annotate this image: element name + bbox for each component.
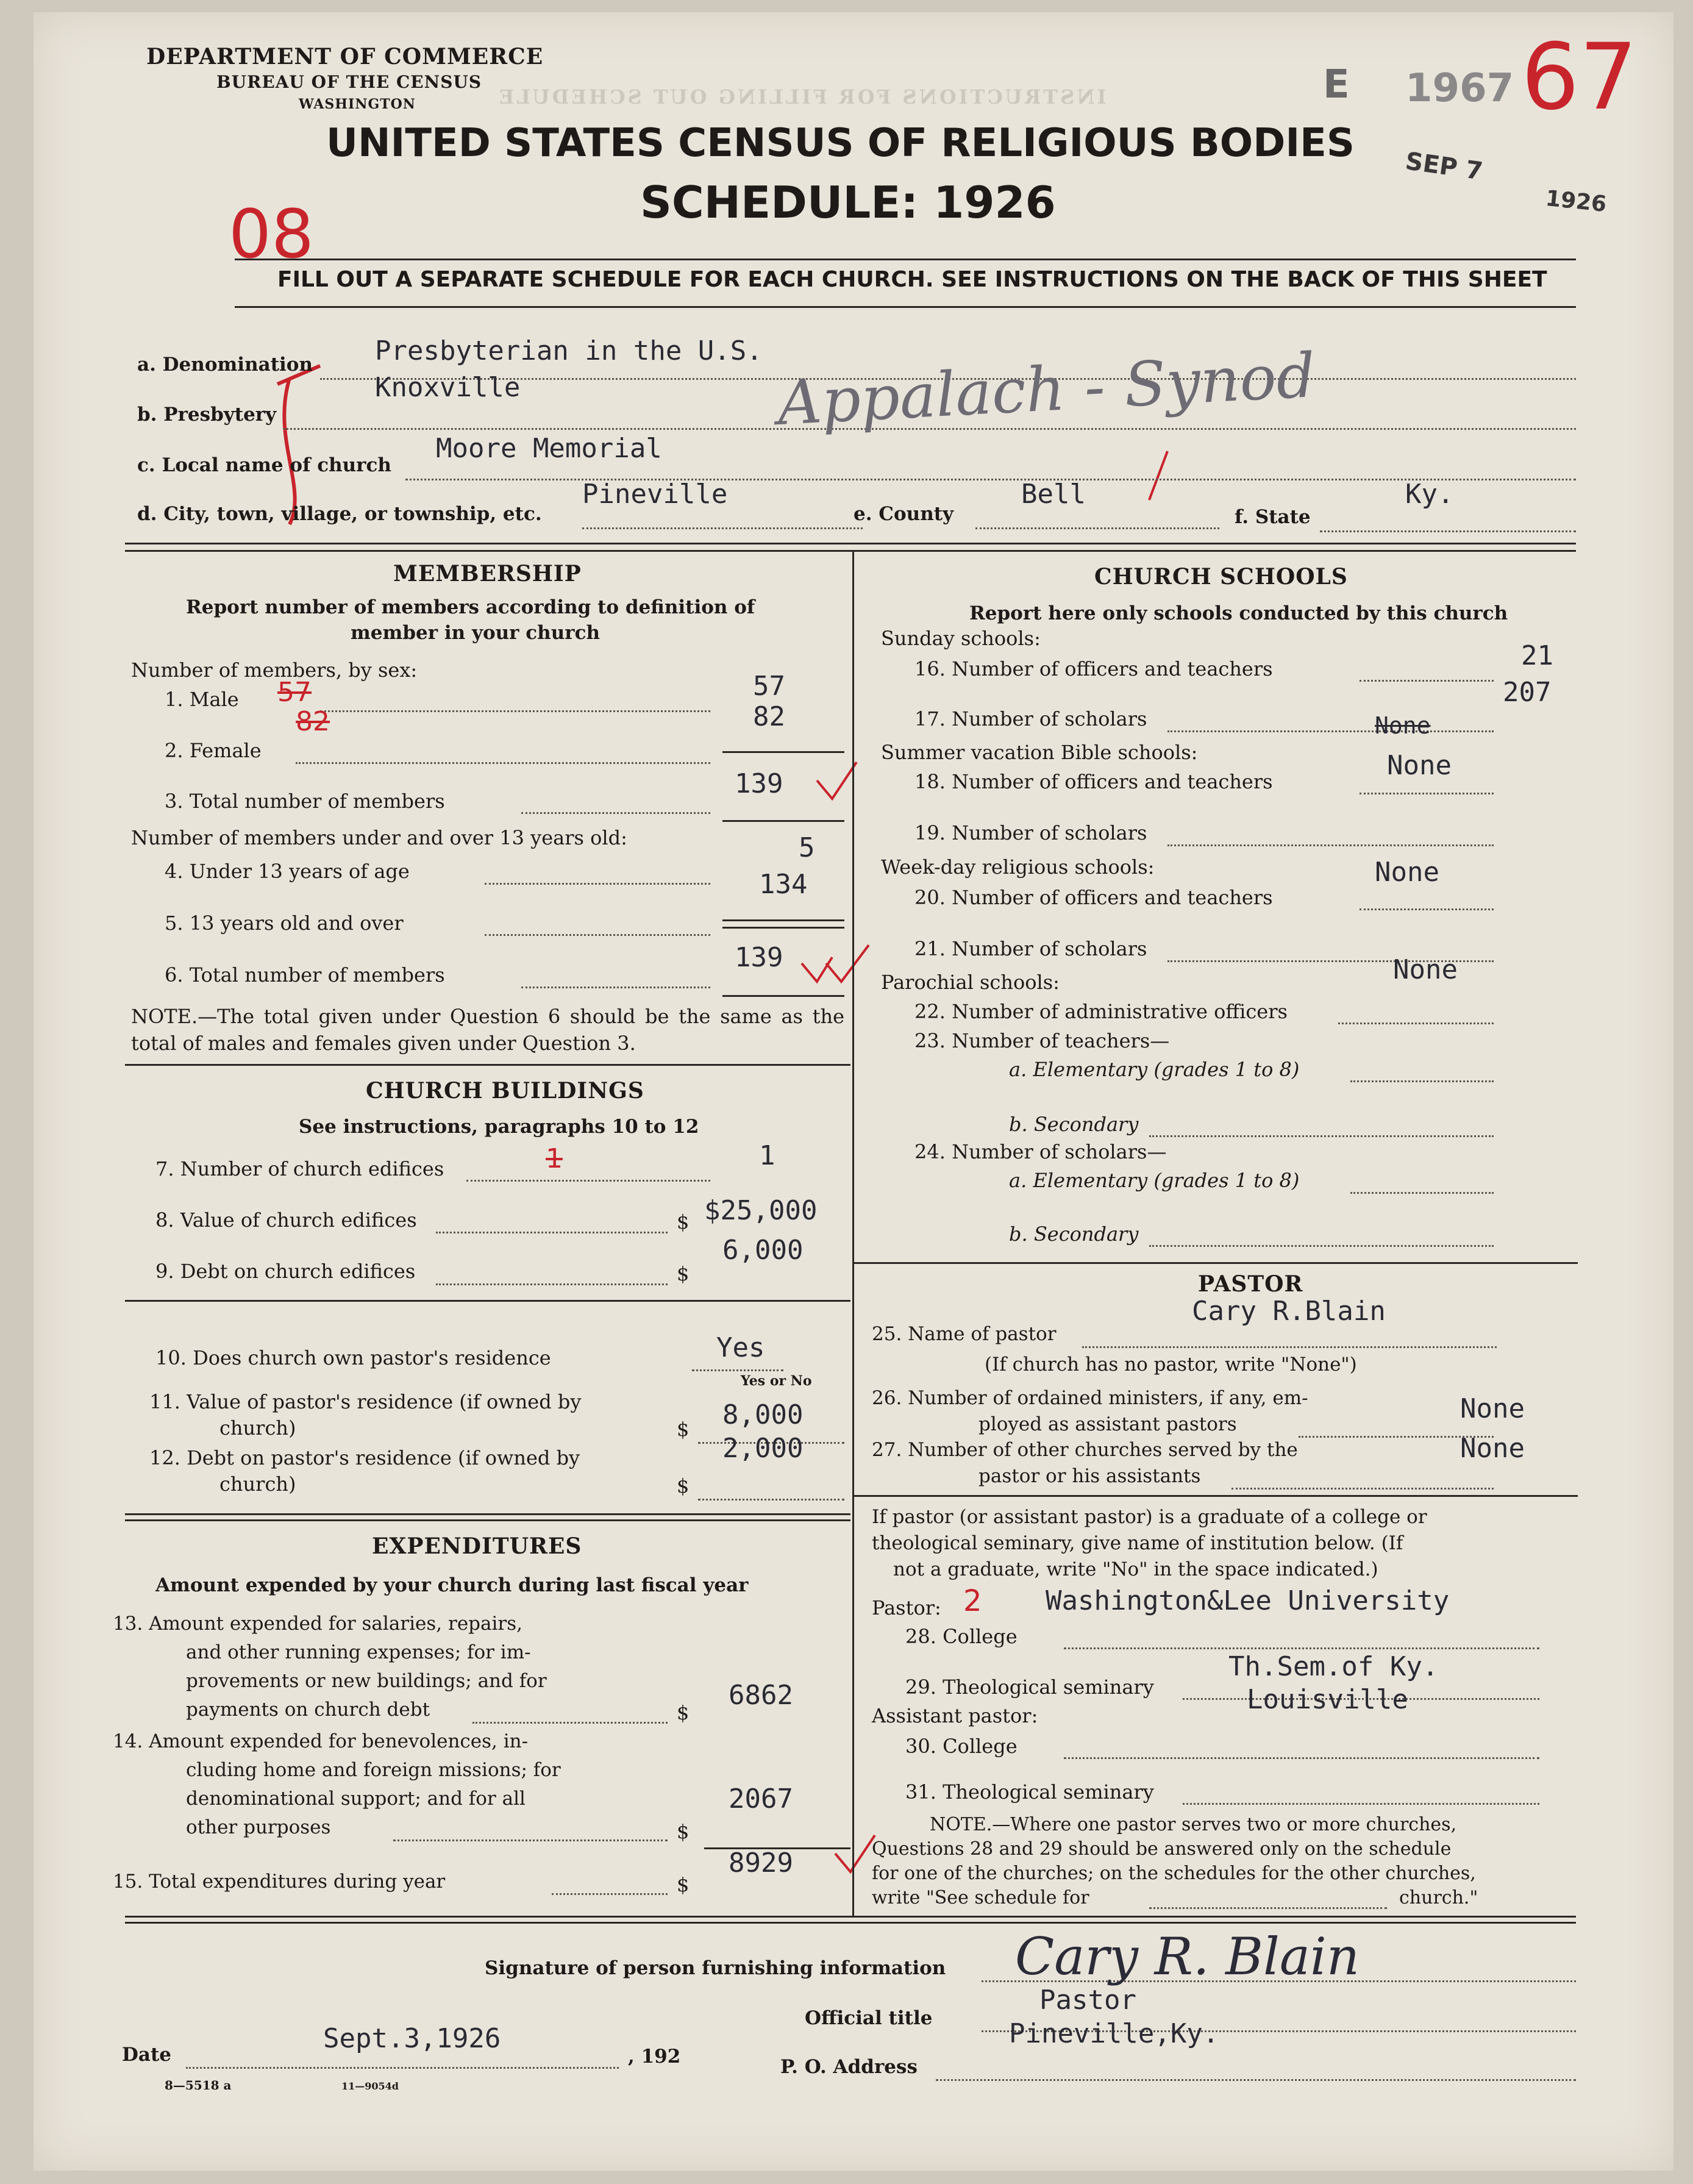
q7-label: 7. Number of church edifices [155,1157,444,1180]
bleed-through-text: INSTRUCTIONS FOR FILLING OUT SCHEDULE [497,85,1107,109]
q6-label: 6. Total number of members [165,963,445,987]
q11-value[interactable]: 8,000 [722,1399,804,1430]
q29-label: 29. Theological seminary [905,1675,1154,1699]
q7-struck: 1 [546,1143,563,1174]
q24b-label: b. Secondary [1009,1222,1139,1246]
summer-header: Summer vacation Bible schools: [881,741,1198,764]
denomination-label: a. Denomination [137,354,313,376]
county-label: e. County [854,503,954,525]
q14-line-3: denominational support; and for all [186,1788,526,1810]
q19-label: 19. Number of scholars [914,821,1147,844]
parochial-value[interactable]: None [1393,954,1458,985]
red-correction-number: 67 [1521,24,1638,130]
q13-line-4: payments on church debt [186,1699,430,1721]
state-value[interactable]: Ky. [1405,479,1454,510]
po-address-value[interactable]: Pineville,Ky. [1009,2018,1219,2049]
weekday-value[interactable]: None [1375,857,1439,888]
q27-label-2: pastor or his assistants [978,1465,1201,1487]
q1-label: 1. Male [165,688,239,711]
q31-label: 31. Theological seminary [905,1780,1154,1804]
q6-value[interactable]: 139 [735,942,783,973]
denomination-value[interactable]: Presbyterian in the U.S. [375,335,763,366]
q9-label: 9. Debt on church edifices [155,1260,416,1283]
q26-label: 26. Number of ordained ministers, if any, em- [872,1387,1308,1409]
graduate-note-1: If pastor (or assistant pastor) is a graduate of a college or [872,1506,1427,1528]
signature-value[interactable]: Cary R. Blain [1015,1927,1360,1986]
po-address-label: P. O. Address [780,2056,918,2078]
q3-value[interactable]: 139 [735,768,783,799]
q18-value[interactable]: None [1387,750,1452,781]
pastor-subhead: Pastor: [872,1596,941,1619]
buildings-intro: See instructions, paragraphs 10 to 12 [299,1116,699,1138]
q13-line-2: and other running expenses; for im- [186,1641,531,1663]
stamp-date: SEP 7 [1403,147,1484,186]
date-label: Date [122,2044,172,2066]
pastor-red-mark: 2 [963,1584,982,1618]
q23a-label: a. Elementary (grades 1 to 8) [1009,1058,1300,1081]
dollar-sign: $ [677,1262,690,1285]
q15-label: 15. Total expenditures during year [113,1871,446,1893]
stamp-number: 1967 [1405,66,1514,111]
instructions-banner: FILL OUT A SEPARATE SCHEDULE FOR EACH CHURCH. SEE INSTRUCTIONS ON THE BACK OF THIS SHEET [277,267,1547,292]
column-divider [852,550,854,1916]
summer-struck: None [1375,712,1431,739]
dollar-sign: $ [677,1820,690,1843]
weekday-header: Week-day religious schools: [881,855,1155,879]
q16-value[interactable]: 21 [1521,640,1553,671]
pastor-note-2: Questions 28 and 29 should be answered only on the schedule [872,1838,1452,1860]
pastor-note-1: NOTE.—Where one pastor serves two or more churches, [930,1814,1457,1835]
q13-line-3: provements or new buildings; and for [186,1670,547,1692]
q5-label: 5. 13 years old and over [165,912,404,935]
q23-label: 23. Number of teachers— [914,1029,1170,1052]
print-number: 11—9054d [341,2080,399,2092]
q1-struck: 57 [277,677,312,708]
signature-label: Signature of person furnishing information [485,1957,946,1979]
by-sex-header: Number of members, by sex: [131,658,418,682]
q17-label: 17. Number of scholars [914,707,1147,730]
dollar-sign: $ [677,1873,690,1896]
q12-label-2: church) [219,1472,296,1496]
age-header: Number of members under and over 13 years old: [131,826,627,849]
q25-note: (If church has no pastor, write "None") [985,1354,1357,1376]
q18-label: 18. Number of officers and teachers [914,770,1273,793]
date-value[interactable]: Sept.3,1926 [323,2023,501,2054]
q8-label: 8. Value of church edifices [155,1208,417,1232]
membership-intro-2: member in your church [351,622,601,644]
q28-value[interactable]: Washington&Lee University [1046,1585,1450,1616]
pastor-note-4-end: church." [1399,1887,1478,1908]
dollar-sign: $ [677,1210,690,1233]
q9-value[interactable]: 6,000 [722,1235,804,1266]
q14-line-4: other purposes [186,1816,331,1838]
graduate-note-3: not a graduate, write "No" in the space indicated.) [893,1558,1378,1580]
q16-label: 16. Number of officers and teachers [914,657,1273,680]
q25-value[interactable]: Cary R.Blain [1192,1296,1386,1327]
membership-note: NOTE.—The total given under Question 6 should be the same as the total of males and females given under Question 3. [131,1005,844,1055]
official-title-label: Official title [805,2007,933,2029]
sunday-header: Sunday schools: [881,627,1041,650]
q10-label: 10. Does church own pastor's residence [155,1346,551,1369]
q14-line-1: 14. Amount expended for benevolences, in- [113,1730,529,1752]
q27-label: 27. Number of other churches served by the [872,1439,1298,1461]
schedule-title: SCHEDULE: 1926 [640,177,1056,228]
city-label: d. City, town, village, or township, etc. [137,503,542,525]
q14-value[interactable]: 2067 [729,1783,793,1815]
church-name-value[interactable]: Moore Memorial [436,433,662,464]
q30-label: 30. College [905,1735,1018,1758]
q14-line-2: cluding home and foreign missions; for [186,1759,561,1781]
q1-value[interactable]: 57 [753,671,785,702]
dept-name: DEPARTMENT OF COMMERCE [146,44,544,70]
dollar-sign: $ [677,1418,690,1441]
q24-label: 24. Number of scholars— [914,1140,1167,1163]
q15-value[interactable]: 8929 [729,1847,793,1879]
red-mark-number: 08 [229,195,314,273]
q5-value[interactable]: 134 [759,869,808,900]
q23b-label: b. Secondary [1009,1113,1139,1136]
census-schedule-page [34,12,1673,2171]
schools-title: CHURCH SCHOOLS [1094,564,1348,590]
bureau-name: BUREAU OF THE CENSUS [216,72,482,92]
assistant-subhead: Assistant pastor: [872,1704,1038,1727]
q13-value[interactable]: 6862 [729,1680,793,1711]
yes-no-hint: Yes or No [741,1373,812,1389]
q28-label: 28. College [905,1625,1018,1648]
presbytery-pencil-note: Appalach - Synod [775,339,1317,440]
form-number: 8—5518 a [165,2078,232,2093]
graduate-note-2: theological seminary, give name of institution below. (If [872,1532,1403,1554]
q29-value-2[interactable]: Louisville [1247,1684,1408,1715]
q26-value[interactable]: None [1460,1393,1525,1424]
pastor-note-3: for one of the churches; on the schedules for the other churches, [872,1863,1476,1884]
q8-value[interactable]: $25,000 [704,1195,818,1226]
dollar-sign: $ [677,1474,690,1497]
q4-value[interactable]: 5 [799,832,815,863]
q12-label: 12. Debt on pastor's residence (if owned by [149,1446,580,1469]
city-name: WASHINGTON [299,96,416,112]
official-title-value[interactable]: Pastor [1039,1985,1136,2016]
presbytery-value[interactable]: Knoxville [375,372,521,403]
pastor-title: PASTOR [1198,1271,1303,1297]
q11-label: 11. Value of pastor's residence (if owned by [149,1390,582,1413]
q25-label: 25. Name of pastor [872,1323,1057,1345]
state-label: f. State [1235,506,1311,528]
q21-label: 21. Number of scholars [914,937,1147,960]
q24a-label: a. Elementary (grades 1 to 8) [1009,1169,1300,1192]
presbytery-label: b. Presbytery [137,404,277,426]
q2-label: 2. Female [165,739,262,762]
q10-value[interactable]: Yes [716,1332,765,1363]
q7-value[interactable]: 1 [759,1140,775,1171]
q27-value[interactable]: None [1460,1433,1525,1464]
q22-label: 22. Number of administrative officers [914,1000,1288,1023]
pastor-note-4: write "See schedule for [872,1887,1089,1908]
q2-struck: 82 [296,706,330,737]
q26-label-2: ployed as assistant pastors [978,1413,1237,1435]
q11-label-2: church) [219,1416,296,1440]
stamp-letter: E [1323,62,1350,107]
church-name-label: c. Local name of church [137,454,391,476]
expenditures-title: EXPENDITURES [372,1533,582,1559]
membership-title: MEMBERSHIP [393,561,582,587]
stamp-year: 1926 [1544,185,1608,218]
q2-value[interactable]: 82 [753,701,785,732]
expenditures-intro: Amount expended by your church during last fiscal year [155,1574,749,1596]
q4-label: 4. Under 13 years of age [165,860,410,883]
q17-value[interactable]: 207 [1503,677,1552,708]
form-title: UNITED STATES CENSUS OF RELIGIOUS BODIES [326,121,1355,166]
buildings-title: CHURCH BUILDINGS [366,1078,644,1104]
q13-line-1: 13. Amount expended for salaries, repairs, [113,1613,522,1635]
date-suffix: , 192 [628,2046,681,2068]
q29-value[interactable]: Th.Sem.of Ky. [1228,1651,1439,1682]
dollar-sign: $ [677,1701,690,1724]
membership-intro: Report number of members according to definition of [186,596,755,618]
schools-intro: Report here only schools conducted by this church [969,602,1508,624]
city-value[interactable]: Pineville [582,479,728,510]
parochial-header: Parochial schools: [881,971,1060,994]
q12-value[interactable]: 2,000 [722,1433,804,1464]
q3-label: 3. Total number of members [165,790,445,813]
q20-label: 20. Number of officers and teachers [914,886,1273,909]
county-value[interactable]: Bell [1021,479,1086,510]
